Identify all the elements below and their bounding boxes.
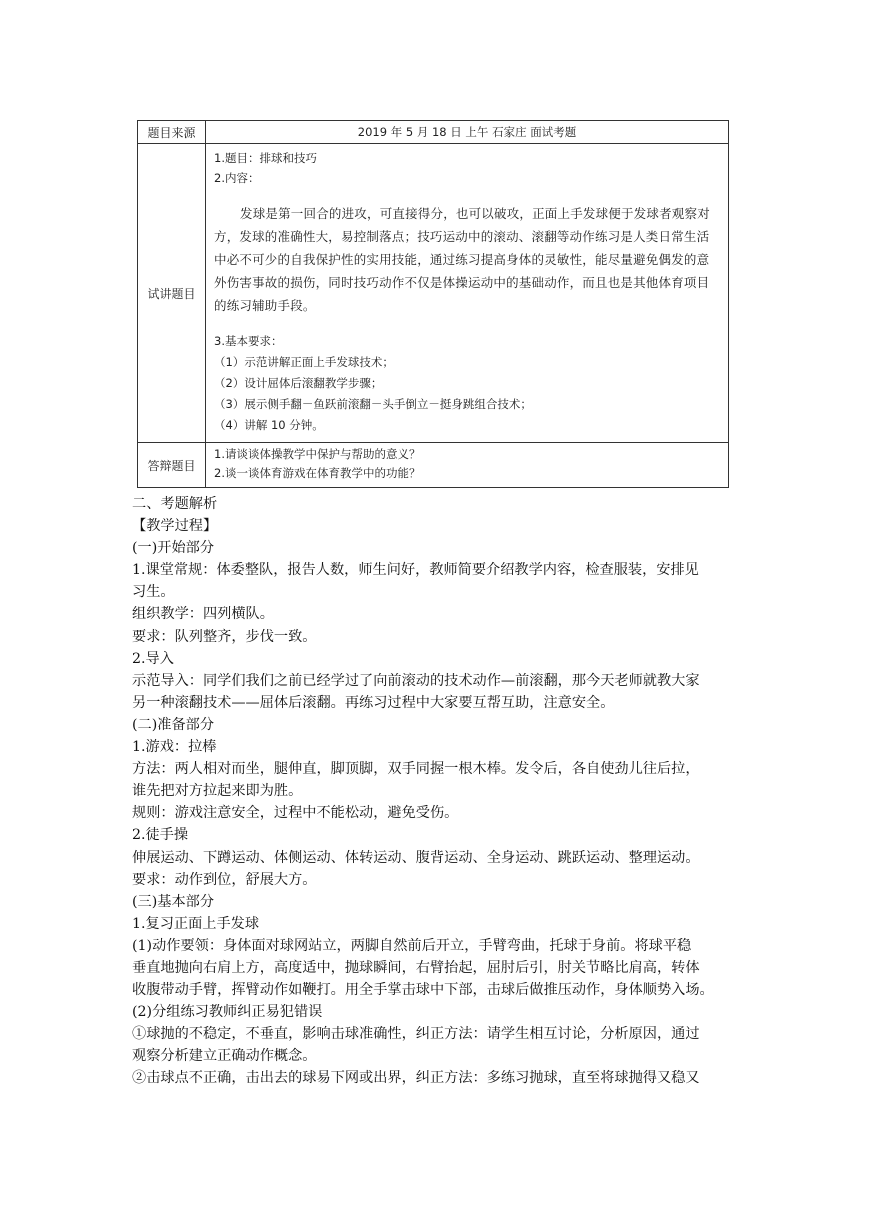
answer-item: 1.请谈谈体操教学中保护与帮助的意义？: [214, 447, 421, 461]
body-line: 另一种滚翻技术——屈体后滚翻。再练习过程中大家要互帮互助，注意安全。: [132, 694, 615, 711]
requirements-heading: 3.基本要求：: [214, 334, 283, 348]
exam-question-table: [137, 120, 729, 488]
lecture-label: 试讲题目: [138, 144, 206, 443]
requirement-item: （1）示范讲解正面上手发球技术；: [214, 355, 394, 369]
source-label: 题目来源: [138, 121, 206, 144]
body-line: 【教学过程】: [132, 518, 218, 535]
body-line: ①球抛的不稳定，不垂直，影响击球准确性，纠正方法：请学生相互讨论，分析原因，通过: [132, 1026, 700, 1043]
body-line: (一)开始部分: [132, 540, 215, 557]
table-row-lecture: [138, 144, 729, 443]
body-line: 1.课堂常规：体委整队，报告人数，师生问好，教师简要介绍教学内容，检查服装，安排见: [132, 562, 699, 579]
body-line: 规则：游戏注意安全，过程中不能松动，避免受伤。: [132, 805, 459, 822]
body-line: (2)分组练习教师纠正易犯错误: [132, 1004, 323, 1021]
requirement-item: （3）展示侧手翻－鱼跃前滚翻－头手倒立－挺身跳组合技术；: [214, 397, 532, 411]
body-line: 2.导入: [132, 650, 174, 667]
body-line: 组织教学：四列横队。: [132, 606, 274, 623]
paragraph-line: 发球是第一回合的进攻，可直接得分，也可以破攻，正面上手发球便于发球者观察对: [240, 206, 710, 221]
body-line: (1)动作要领：身体面对球网站立，两脚自然前后开立，手臂弯曲，托球于身前。将球平稳: [132, 937, 692, 954]
lecture-content-label: 2.内容：: [214, 171, 260, 185]
body-line: 要求：队列整齐，步伐一致。: [132, 628, 317, 645]
body-line: (二)准备部分: [132, 716, 215, 733]
body-line: 观察分析建立正确动作概念。: [132, 1048, 317, 1065]
analysis-body: [132, 493, 744, 1090]
requirement-item: （2）设计屈体后滚翻教学步骤；: [214, 376, 383, 390]
body-line: 2.徒手操: [132, 827, 189, 844]
lecture-paragraph: [214, 202, 722, 317]
answer-label: 答辩题目: [138, 443, 206, 488]
body-line: 方法：两人相对而坐，腿伸直，脚顶脚，双手同握一根木棒。发令后，各自使劲儿往后拉，: [132, 761, 700, 778]
body-line: ②击球点不正确，击出去的球易下网或出界，纠正方法：多练习抛球，直至将球抛得又稳又: [132, 1070, 700, 1087]
body-line: 垂直地抛向右肩上方，高度适中，抛球瞬间，右臂抬起，屈肘后引，肘关节略比肩高，转体: [132, 959, 700, 976]
requirement-item: （4）讲解 10 分钟。: [214, 418, 324, 432]
body-line: 示范导入：同学们我们之前已经学过了向前滚动的技术动作—前滚翻，那今天老师就教大家: [132, 672, 700, 689]
body-line: (三)基本部分: [132, 893, 215, 910]
lecture-cell: [206, 144, 729, 443]
body-line: 收腹带动手臂，挥臂动作如鞭打。用全手掌击球中下部，击球后做推压动作，身体顺势入场。: [132, 982, 714, 999]
paragraph-line: 的练习辅助手段。: [214, 298, 316, 313]
requirements-block: [214, 331, 722, 436]
paragraph-line: 方，发球的准确性大，易控制落点；技巧运动中的滚动、滚翻等动作练习是人类日常生活: [214, 229, 710, 244]
body-line: 二、考题解析: [132, 496, 218, 512]
table-row-source: [138, 121, 729, 144]
source-value: 2019 年 5 月 18 日 上午 石家庄 面试考题: [206, 121, 729, 144]
body-line: 伸展运动、下蹲运动、体侧运动、体转运动、腹背运动、全身运动、跳跃运动、整理运动。: [132, 849, 700, 866]
body-line: 谁先把对方拉起来即为胜。: [132, 783, 303, 800]
body-line: 1.复习正面上手发球: [132, 915, 260, 932]
body-line: 1.游戏：拉棒: [132, 739, 217, 756]
lecture-title: 1.题目：排球和技巧: [214, 151, 317, 165]
body-line: 要求：动作到位，舒展大方。: [132, 871, 317, 888]
paragraph-line: 外伤害事故的损伤，同时技巧动作不仅是体操运动中的基础动作，而且也是其他体育项目: [214, 275, 710, 290]
body-line: 习生。: [132, 584, 175, 601]
paragraph-line: 中必不可少的自我保护性的实用技能，通过练习提高身体的灵敏性，能尽量避免偶发的意: [214, 252, 710, 267]
table-row-answer: [138, 443, 729, 488]
answer-item: 2.谈一谈体育游戏在体育教学中的功能？: [214, 466, 421, 480]
answer-cell: [206, 443, 729, 488]
